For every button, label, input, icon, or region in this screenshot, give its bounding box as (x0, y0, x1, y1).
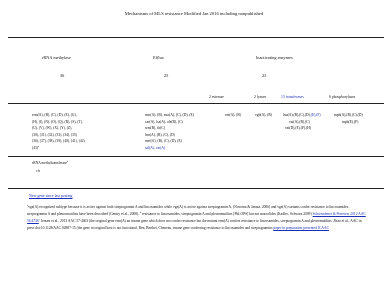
header-rule (8, 103, 384, 104)
efflux-line: msr(A), (B), msr(A), (C), (D), (E) (145, 113, 194, 117)
count-efflux: 25 (164, 73, 169, 78)
page-title: Mechanisms of MLS resistance Modified Jan 2016 including nonpublished (124, 11, 264, 16)
methylase-line: (36), (37), (38), (39), (40), (41), (42) (32, 139, 85, 144)
methylase-line: erm(A), (B), (C), (D), (E), (G), (32, 113, 77, 117)
transferase-line: vat(A),(B),(C) (289, 119, 310, 124)
count-inactivating: 23 (262, 73, 267, 78)
lyases-cell: vgb(A), (B) (255, 113, 272, 117)
efflux-line: lmr(A), (B), (C), (D) (145, 132, 175, 137)
section-rule (8, 188, 384, 189)
phosphorylases-cell (334, 112, 363, 125)
subheader-lyases: 2 lyases (254, 95, 267, 99)
methylase-line: (U), (V), (W), (X), (Y), (Z), (32, 126, 73, 131)
efflux-line: car(A), lsa(A), ole(B), (C) (145, 119, 183, 124)
esterase-cell: ere(A), (B) (225, 113, 241, 117)
efflux-cell (145, 112, 194, 152)
icaac-link[interactable]: paper in preparation presented ICAAC (273, 225, 329, 230)
methylase-line: (30), (31), (32), (33), (34), (35) (32, 132, 77, 137)
methylase-line: (H), (I), (N), (O), (Q), (R), (S), (T), (32, 119, 83, 124)
header-rrna-methylase: rRNA methylase (42, 55, 71, 60)
subheader-esterase: 2 esterase (209, 95, 224, 99)
transferase-line: vat(D),(E),(F),(H) (285, 126, 312, 131)
methylase-line: $(43)^a$ (32, 144, 40, 150)
header-efflux: Efflux (153, 55, 164, 60)
footnote-marker-a: a (38, 144, 40, 148)
methyltransferase-label: rRNA methyltransferase$^b$ (32, 159, 69, 165)
table-bottom-rule (8, 156, 384, 157)
count-rrna-methylase: 36 (60, 73, 65, 78)
table-top-rule (8, 37, 384, 38)
new-gene-link[interactable]: New gene since last posting (29, 194, 73, 198)
phosphorylase-line: mph(E),(F) (342, 119, 359, 124)
transferases-cell (283, 112, 321, 132)
footnote-paragraph: $^v$vga(A) recognized subtype because it is active against both streptogramin A and lincosamides while vga(A) is active against streptogramin A, (Novotna & Janata, 2006) and vga(A) variants confer resistance to lincosamides, streptogramin A and pleuromutilins have been described (Gentry et al., 2008). $^b$ resistance to lincosamides, streptogramin A and pleuromutilins [PhLOPS] but not macrolides (Kadlec, Schwarz 2009) Schwendener & Perreten, 2012 AAC 56:4746$^c$ Jensen et al., 2013 AAC 57:4463 (the original gene erm(A) an insane gene which does not confer resistance but the mutant erm(A) confers resistance to lincosamides, streptogramin A and pleuromutilins. Zhao et al., AAC in press doi:10.1128/AAC.02887-15 (the gene in original host is not functional. Ben, Berthet, Cheneau, insane gene conferring resistance to lincosamides and streptogramins paper in preparation presented ICAAC (27, 203, 366, 230)
phosphorylase-line: mph(A),(B),(C),(D) (334, 113, 363, 117)
subheader-transferases: 13 transferases (281, 95, 304, 99)
header-inactivating: Inactivating enzymes (256, 55, 293, 60)
efflux-line: srm(B), tlr(C) (145, 126, 165, 131)
efflux-line: mef(A), (B), (C), (D), (E) (145, 139, 182, 144)
efflux-line-blue: sal(A), vat(A) (145, 145, 166, 150)
cfr-label: cfr (36, 169, 40, 173)
subheader-phosphorylases: 6 phosphorylases (329, 95, 356, 99)
reference-link[interactable]: Schwendener & Perreten, 2012 AAC 56:4746 (27, 211, 366, 223)
methylase-cell (32, 112, 85, 152)
transferase-line: lnu(A),(B),(C),(D),(E),(F) (283, 113, 321, 117)
